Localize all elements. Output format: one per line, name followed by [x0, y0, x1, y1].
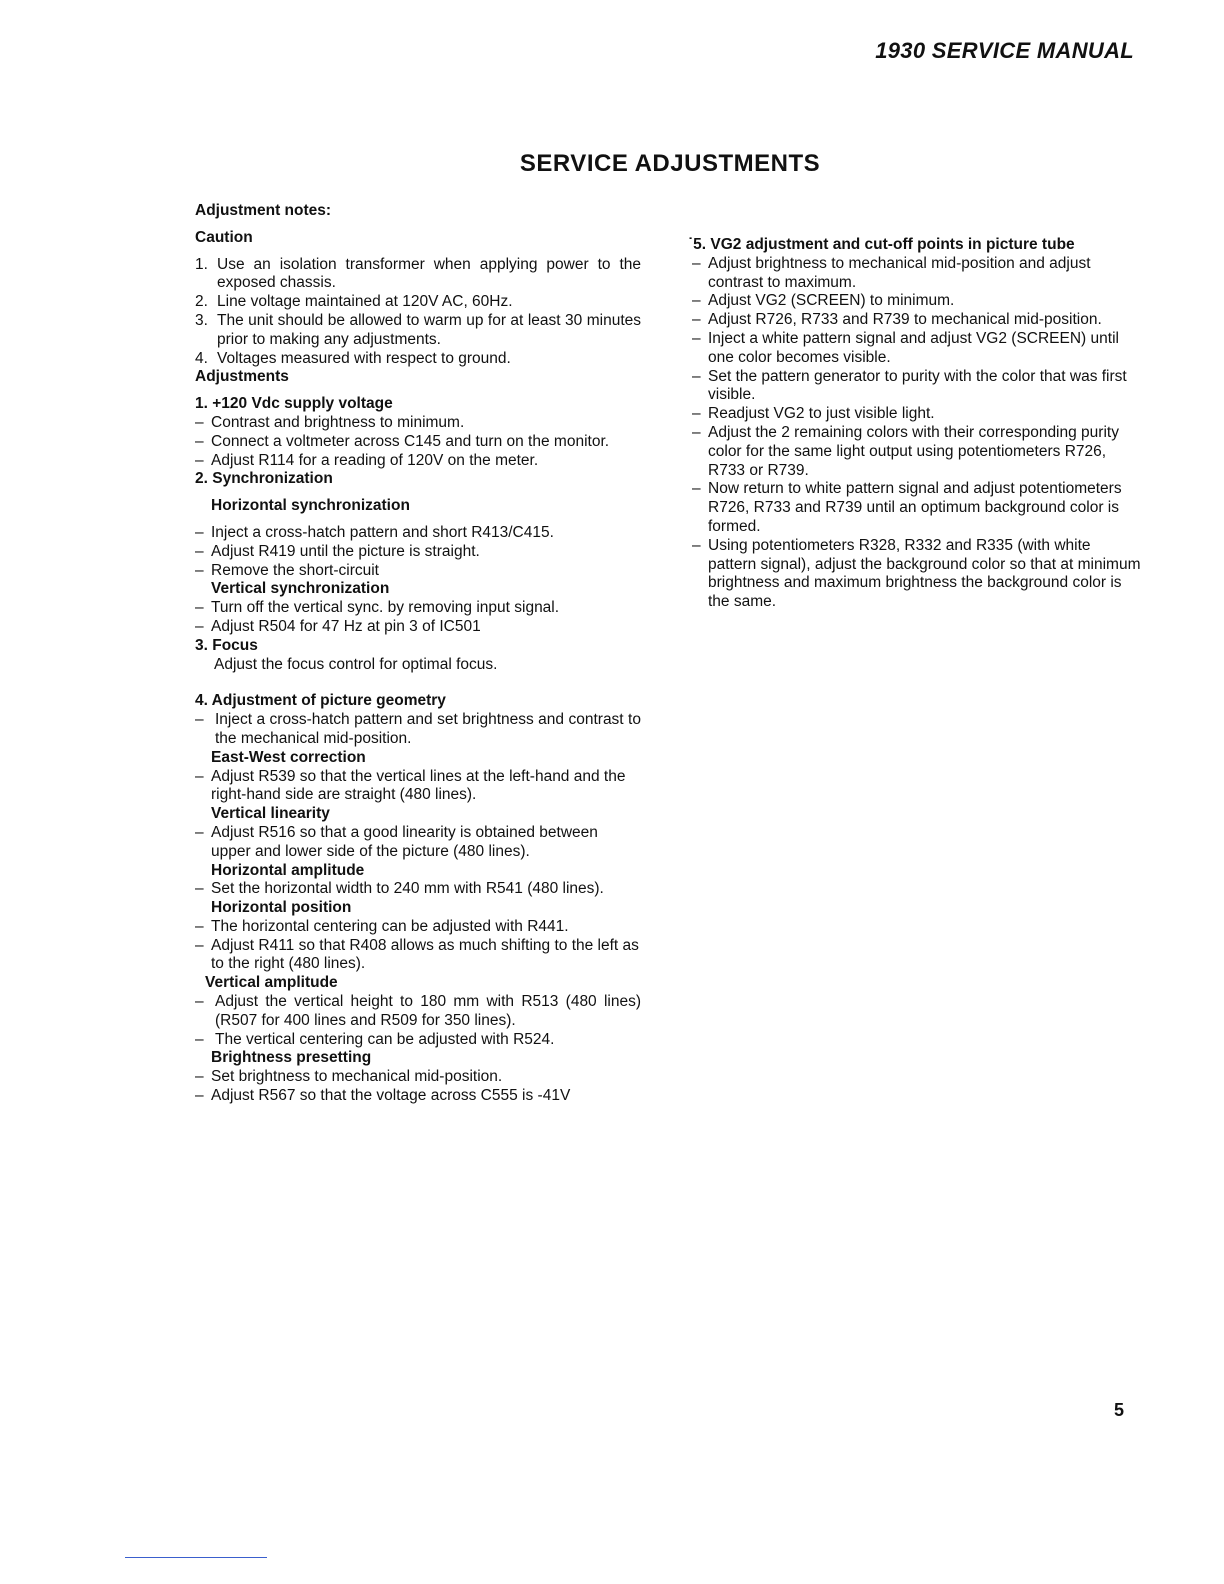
list-item: [195, 1068, 641, 1087]
dash-bullet: –: [195, 432, 204, 450]
dash-bullet: –: [692, 254, 701, 272]
dash-bullet: –: [692, 405, 701, 423]
list-item: [195, 1031, 641, 1050]
horizontal-amplitude-list: [195, 880, 641, 899]
list-item: [195, 452, 641, 471]
section-4-heading: 4. Adjustment of picture geometry: [195, 692, 446, 710]
list-item: [195, 768, 641, 806]
dash-bullet: –: [195, 1030, 204, 1048]
dash-bullet: –: [195, 993, 204, 1011]
item-text: The vertical centering can be adjusted with R524.: [215, 1030, 555, 1048]
item-text: Using potentiometers R328, R332 and R335 (with white pattern signal), adjust the background color so that at minimum brightness and maximum brightness the background color is the same.: [708, 536, 1141, 611]
item-text: Contrast and brightness to minimum.: [211, 413, 465, 431]
list-item: [195, 414, 641, 433]
brightness-presetting-subheading: Brightness presetting: [211, 1049, 372, 1067]
vertical-linearity-subheading: Vertical linearity: [211, 805, 330, 823]
dash-bullet: –: [195, 880, 204, 898]
running-header: 1930 SERVICE MANUAL: [875, 38, 1134, 63]
list-item: [195, 918, 641, 937]
caution-heading: Caution: [195, 228, 253, 246]
list-item: [195, 543, 641, 562]
section-3-text: Adjust the focus control for optimal focus.: [214, 655, 498, 673]
item-text: Adjust R419 until the picture is straight.: [211, 542, 480, 560]
list-item: [692, 537, 1142, 612]
dash-bullet: –: [692, 292, 701, 310]
item-number: 4.: [195, 349, 208, 367]
section-2-heading: 2. Synchronization: [195, 470, 333, 488]
item-number: 2.: [195, 293, 208, 311]
dash-bullet: –: [195, 936, 204, 954]
item-text: Turn off the vertical sync. by removing input signal.: [211, 599, 560, 617]
dash-bullet: –: [195, 617, 204, 635]
item-text: Inject a cross-hatch pattern and set brightness and contrast to the mechanical mid-position.: [215, 711, 641, 747]
list-item: [692, 368, 1142, 406]
numbered-item: [195, 312, 641, 350]
section-5-heading: ˙5. VG2 adjustment and cut-off points in picture tube: [688, 236, 1075, 253]
item-text: Set the pattern generator to purity with the color that was first visible.: [708, 367, 1127, 404]
item-text: Inject a white pattern signal and adjust VG2 (SCREEN) until one color becomes visible.: [708, 329, 1119, 366]
page-number: 5: [1114, 1400, 1125, 1420]
vertical-sync-list: [195, 599, 641, 637]
list-item: [195, 562, 641, 581]
brightness-presetting-list: [195, 1068, 641, 1106]
section-1-heading: 1. +120 Vdc supply voltage: [195, 395, 393, 413]
footer-rule: [125, 1557, 267, 1558]
section-1-list: [195, 414, 641, 470]
left-column: [195, 202, 641, 1106]
item-text: The horizontal centering can be adjusted with R441.: [211, 917, 569, 935]
section-3-heading: 3. Focus: [195, 636, 258, 654]
list-item: [195, 993, 641, 1031]
list-item: [195, 937, 641, 975]
item-text: Set the horizontal width to 240 mm with R541 (480 lines).: [211, 880, 604, 898]
horizontal-sync-subheading: Horizontal synchronization: [211, 497, 410, 515]
item-text: Inject a cross-hatch pattern and short R413/C415.: [211, 523, 554, 541]
section-4-list: [195, 711, 641, 749]
page-title: SERVICE ADJUSTMENTS: [519, 150, 821, 177]
item-text: Adjust brightness to mechanical mid-position and adjust contrast to maximum.: [708, 254, 1091, 291]
dash-bullet: –: [195, 1087, 204, 1105]
item-text: Adjust R114 for a reading of 120V on the meter.: [211, 451, 539, 469]
item-text: Connect a voltmeter across C145 and turn on the monitor.: [211, 432, 610, 450]
caution-list: [195, 256, 641, 369]
item-text: Adjust R504 for 47 Hz at pin 3 of IC501: [211, 617, 481, 635]
list-item: [195, 599, 641, 618]
dash-bullet: –: [195, 413, 204, 431]
dash-bullet: –: [692, 311, 701, 329]
list-item: [692, 480, 1142, 536]
item-text: The unit should be allowed to warm up for at least 30 minutes prior to making any adjustments.: [217, 311, 641, 348]
item-text: Readjust VG2 to just visible light.: [708, 405, 935, 423]
section-5-list: [692, 255, 1142, 612]
item-text: Adjust R539 so that the vertical lines at the left-hand and the right-hand side are straight (480 lines).: [211, 767, 626, 804]
list-item: [692, 311, 1142, 330]
dash-bullet: –: [692, 367, 701, 385]
dash-bullet: –: [195, 711, 204, 729]
dash-bullet: –: [195, 599, 204, 617]
dash-bullet: –: [692, 423, 701, 441]
list-item: [692, 292, 1142, 311]
horizontal-sync-list: [195, 524, 641, 580]
list-item: [195, 711, 641, 749]
item-text: Adjust R516 so that a good linearity is obtained between upper and lower side of the picture (480 lines).: [211, 823, 598, 860]
dash-bullet: –: [692, 480, 701, 498]
list-item: [195, 618, 641, 637]
adjustments-heading: Adjustments: [195, 368, 289, 386]
numbered-item: [195, 256, 641, 294]
dash-bullet: –: [195, 823, 204, 841]
item-text: Set brightness to mechanical mid-position.: [211, 1068, 503, 1086]
vertical-linearity-list: [195, 824, 641, 862]
right-column: [688, 236, 1142, 612]
dash-bullet: –: [195, 767, 204, 785]
dash-bullet: –: [195, 1068, 204, 1086]
item-text: Use an isolation transformer when applying power to the exposed chassis.: [217, 255, 641, 292]
dash-bullet: –: [195, 542, 204, 560]
list-item: [692, 424, 1142, 480]
item-text: Line voltage maintained at 120V AC, 60Hz.: [217, 293, 513, 311]
vertical-amplitude-list: [195, 993, 641, 1049]
list-item: [195, 824, 641, 862]
list-item: [195, 524, 641, 543]
item-number: 3.: [195, 311, 208, 329]
item-text: Remove the short-circuit: [211, 561, 379, 579]
horizontal-position-subheading: Horizontal position: [211, 899, 352, 917]
dash-bullet: –: [692, 329, 701, 347]
item-text: Adjust R411 so that R408 allows as much shifting to the left as to the right (480 lines).: [211, 936, 639, 973]
horizontal-amplitude-subheading: Horizontal amplitude: [211, 861, 365, 879]
list-item: [195, 880, 641, 899]
dash-bullet: –: [195, 917, 204, 935]
numbered-item: [195, 293, 641, 312]
dash-bullet: –: [195, 451, 204, 469]
list-item: [195, 433, 641, 452]
east-west-subheading: East-West correction: [211, 748, 366, 766]
item-text: Adjust the 2 remaining colors with their corresponding purity color for the same light output using potentiometers R726, R733 or R739.: [708, 423, 1119, 479]
item-text: Now return to white pattern signal and adjust potentiometers R726, R733 and R739 until an optimum background color is formed.: [708, 480, 1122, 535]
item-text: Adjust VG2 (SCREEN) to minimum.: [708, 292, 955, 310]
dash-bullet: –: [195, 523, 204, 541]
dash-bullet: –: [195, 561, 204, 579]
item-text: Adjust the vertical height to 180 mm with R513 (480 lines) (R507 for 400 lines and R509 for 350 lines).: [215, 993, 641, 1029]
item-text: Voltages measured with respect to ground.: [217, 349, 511, 367]
list-item: [692, 330, 1142, 368]
item-text: Adjust R567 so that the voltage across C555 is -41V: [211, 1087, 571, 1105]
east-west-list: [195, 768, 641, 806]
item-number: 1.: [195, 255, 208, 273]
vertical-amplitude-subheading: Vertical amplitude: [205, 974, 338, 992]
numbered-item: [195, 350, 641, 369]
dash-bullet: –: [692, 536, 701, 554]
list-item: [692, 255, 1142, 293]
list-item: [692, 405, 1142, 424]
horizontal-position-list: [195, 918, 641, 974]
item-text: Adjust R726, R733 and R739 to mechanical mid-position.: [708, 311, 1102, 329]
list-item: [195, 1087, 641, 1106]
notes-heading: Adjustment notes:: [195, 202, 332, 219]
vertical-sync-subheading: Vertical synchronization: [211, 580, 390, 598]
